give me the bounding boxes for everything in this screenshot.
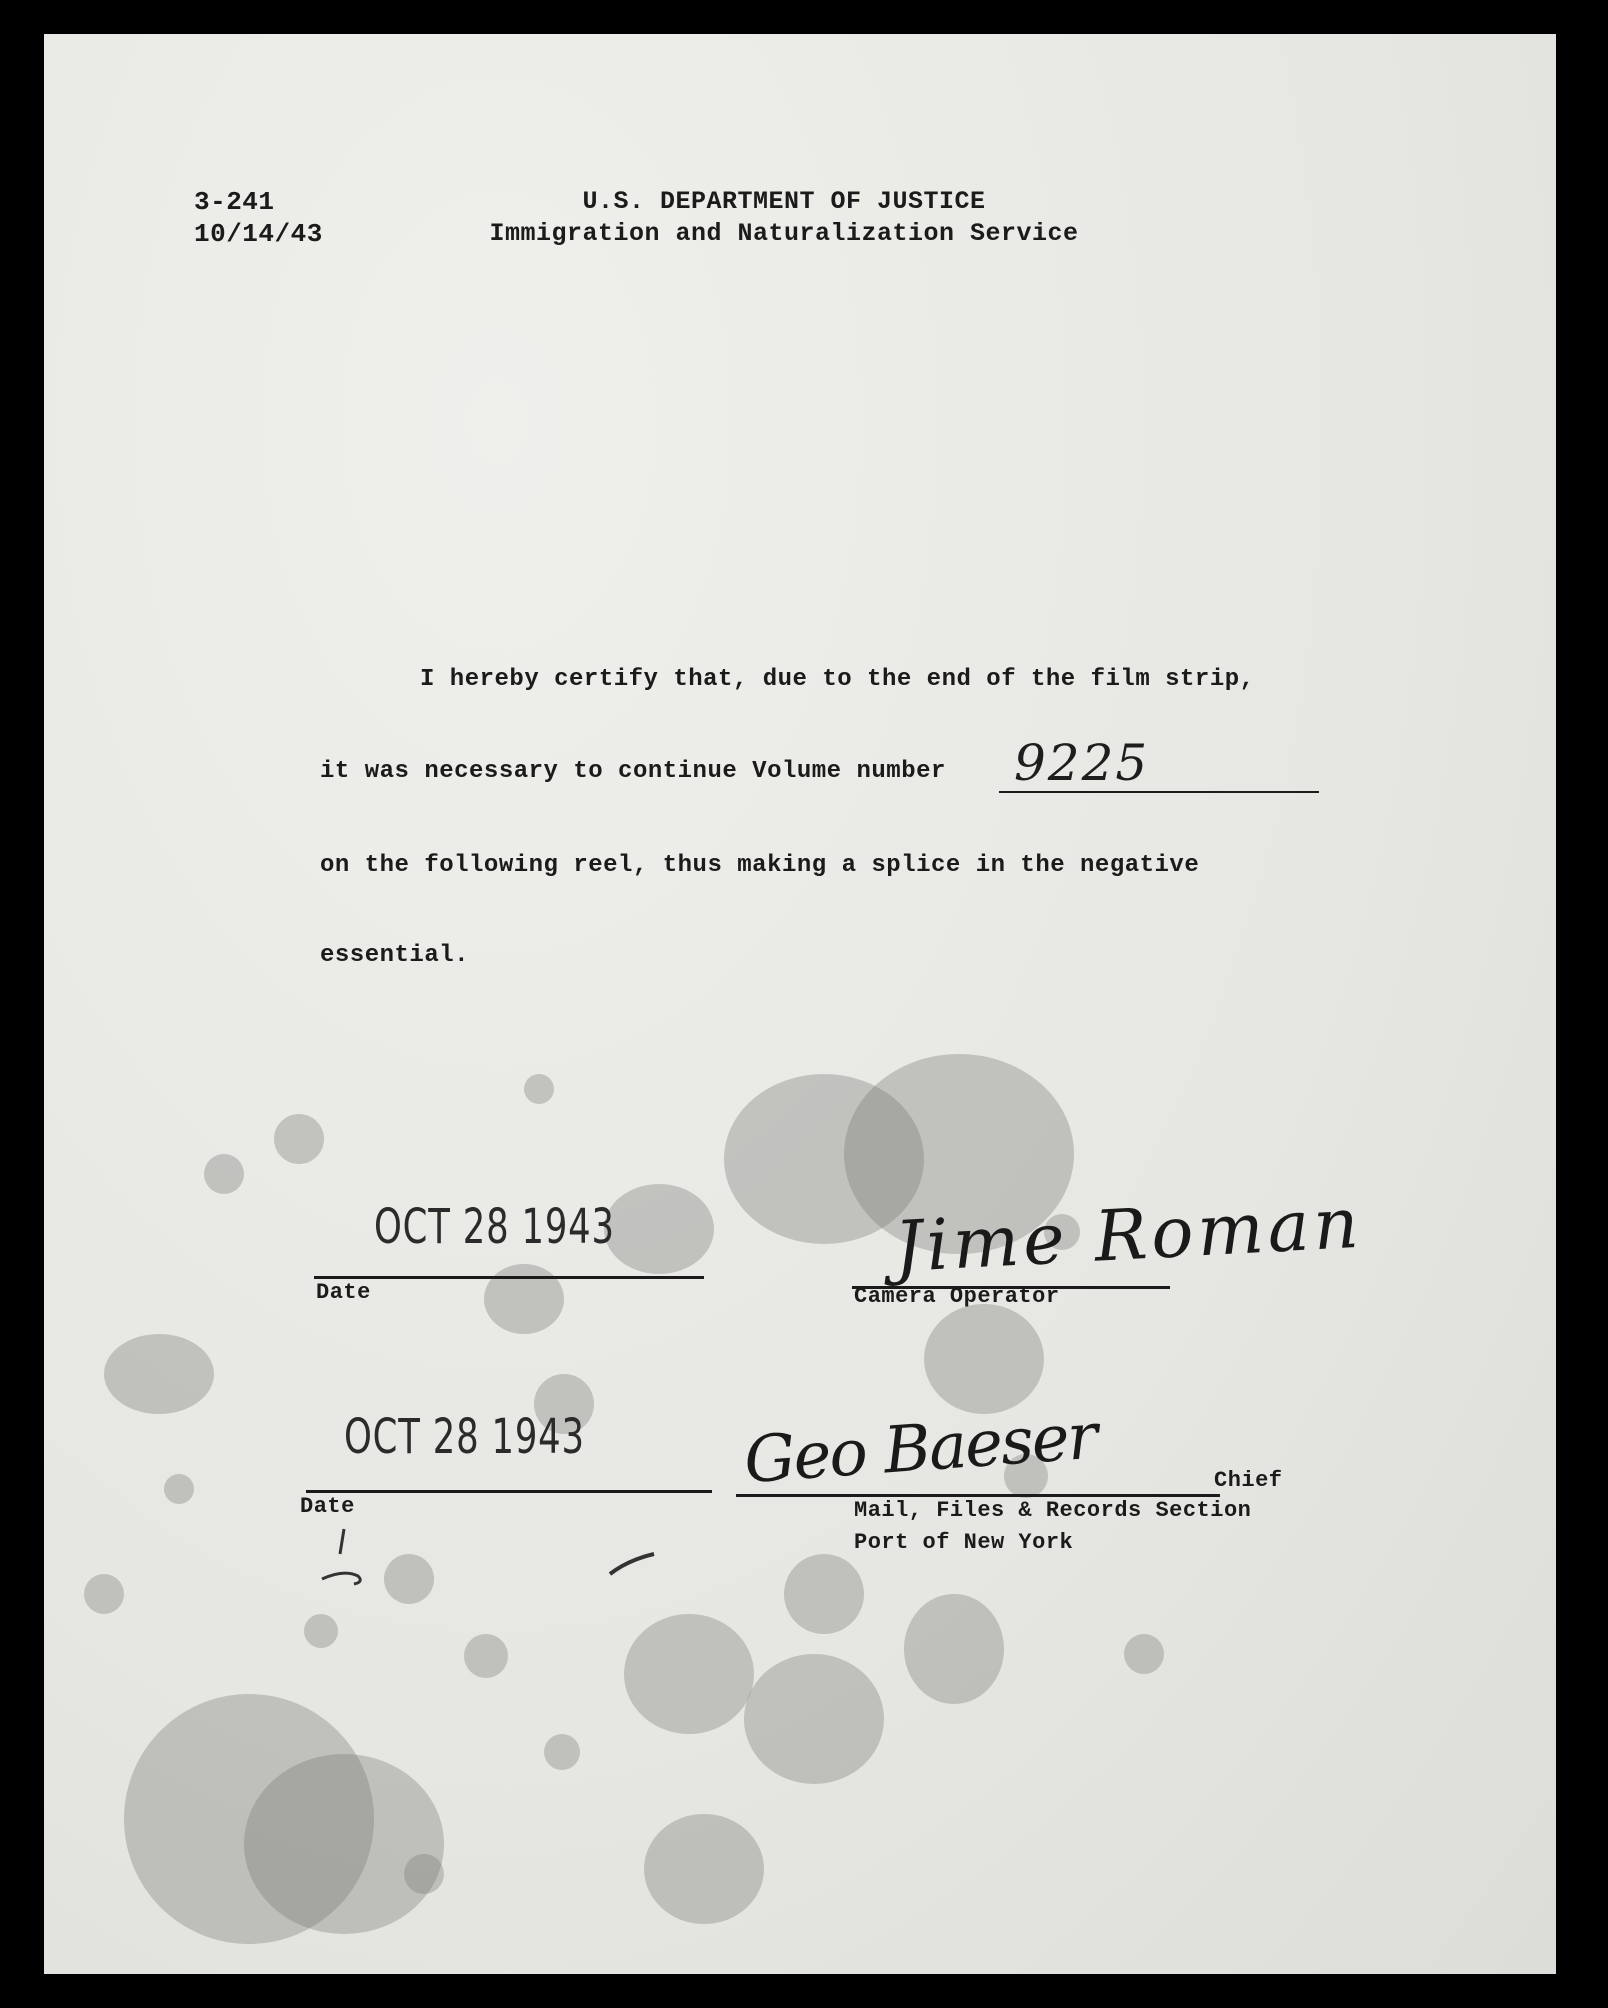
- camera-operator-date-stamp: OCT 28 1943: [374, 1199, 615, 1255]
- camera-operator-date-line: [314, 1276, 704, 1279]
- camera-operator-date-label: Date: [316, 1280, 371, 1305]
- pencil-mark: [314, 1524, 374, 1594]
- chief-title: Chief: [1214, 1468, 1283, 1493]
- chief-date-stamp: OCT 28 1943: [344, 1409, 585, 1465]
- chief-location: Port of New York: [854, 1530, 1074, 1555]
- chief-date-line: [306, 1490, 712, 1493]
- document-page: [44, 34, 1556, 1974]
- volume-number-underline: [999, 791, 1319, 793]
- chief-section: Mail, Files & Records Section: [854, 1498, 1252, 1523]
- camera-operator-signature: Jime Roman: [892, 1181, 1365, 1289]
- camera-operator-label: Camera Operator: [854, 1284, 1060, 1309]
- chief-date-label: Date: [300, 1494, 355, 1519]
- pencil-dash: [604, 1544, 664, 1584]
- certification-line-3: on the following reel, thus making a splice in the negative: [320, 852, 1200, 879]
- certification-line-4: essential.: [320, 942, 470, 969]
- form-number-block: [194, 186, 323, 250]
- certification-line-2: it was necessary to continue Volume number: [320, 758, 946, 785]
- department-name: U.S. DEPARTMENT OF JUSTICE: [582, 187, 986, 216]
- service-name: Immigration and Naturalization Service: [489, 219, 1079, 248]
- chief-signature-line: [736, 1494, 1220, 1497]
- certification-line-1: I hereby certify that, due to the end of the film strip,: [420, 666, 1255, 693]
- form-date: 10/14/43: [194, 219, 323, 249]
- volume-number-handwritten: 9225: [1014, 734, 1150, 792]
- form-number: 3-241: [194, 187, 275, 217]
- chief-signature: Geo Baeser: [741, 1399, 1099, 1499]
- agency-heading: [424, 186, 1144, 250]
